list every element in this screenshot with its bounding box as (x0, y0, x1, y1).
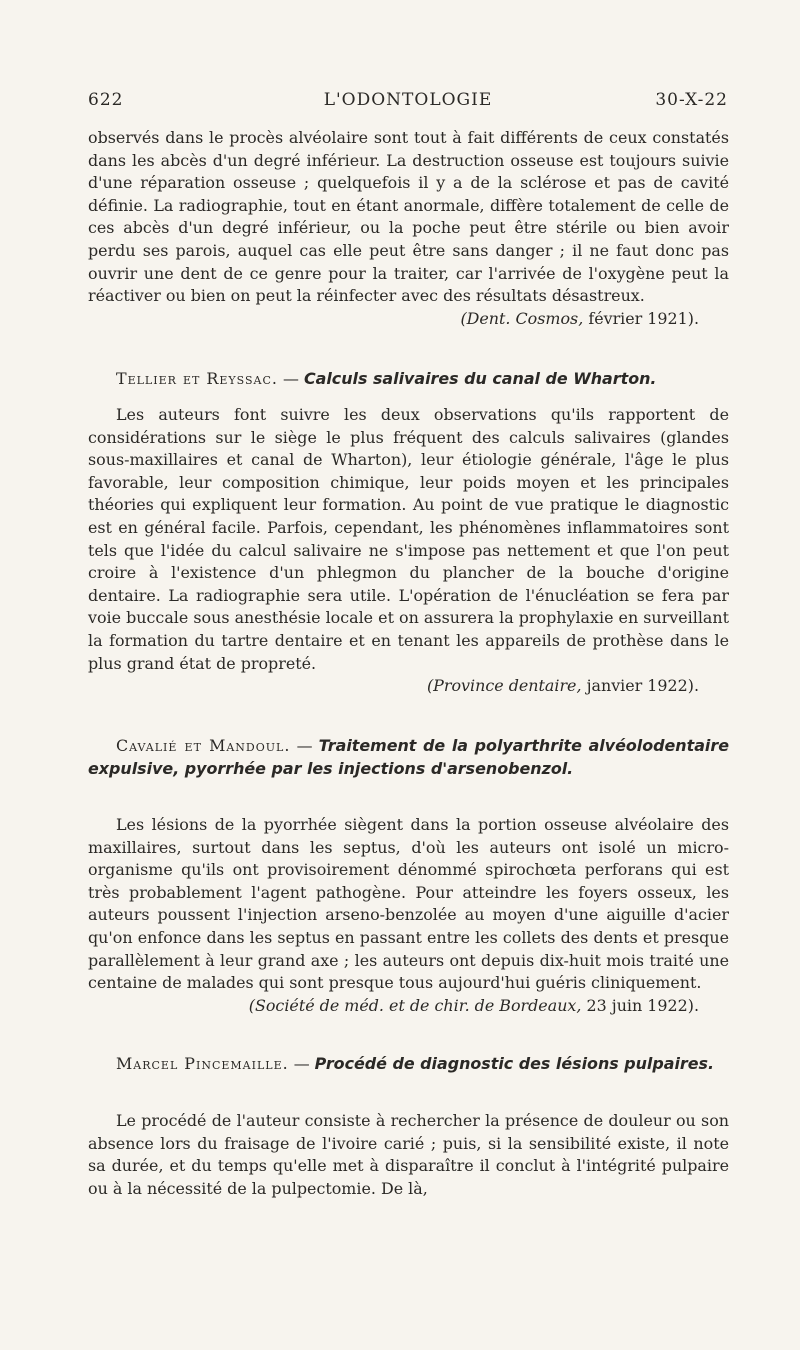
article-paragraph: Les lésions de la pyorrhée siègent dans la portion osseuse alvéolaire des maxillaires, surtout dans les septus, d'où les auteurs ont isolé un micro-organisme qu'ils ont provisoirement dénommé spirochœta perforans qui est très probablement l'agent pathogène. Pour atteindre les foyers osseux, les auteurs poussent l'injection arseno-benzolée au moyen d'une aiguille d'acier qu'on enfonce dans les septus en passant entre les collets des dents et presque parallèlement à leur grand axe ; les auteurs ont depuis dix-huit mois traité une centaine de malades qui sont presque tous aujourd'hui guéris cliniquement. (88, 815, 729, 993)
article-diagnostic-body (88, 1110, 729, 1200)
citation-date: janvier 1922). (586, 676, 699, 696)
page-number: 622 (88, 90, 124, 110)
heading-dash: — (293, 1054, 310, 1073)
citation-date: 23 juin 1922). (586, 995, 699, 1015)
article-heading (88, 735, 729, 780)
running-header (88, 90, 728, 112)
article-paragraph: Le procédé de l'auteur consiste à rechercher la présence de douleur ou son absence lors du fraisage de l'ivoire carié ; puis, si la sensibilité existe, il note sa durée, et du temps qu'elle met à disparaître il conclut à l'intégrité pulpaire ou à la nécessité de la pulpectomie. De là, (88, 1111, 729, 1198)
article-polyarthrite-body (88, 814, 729, 1017)
article-title: Procédé de diagnostic des lésions pulpaires. (314, 1054, 715, 1073)
article-heading (88, 1053, 729, 1076)
citation-title: (Société de méd. et de chir. de Bordeaux, (248, 995, 582, 1015)
source-citation (88, 995, 729, 1018)
source-citation (88, 308, 729, 331)
article-heading (88, 368, 729, 391)
article-calculs-salivaires (88, 368, 729, 391)
article-paragraph: Les auteurs font suivre les deux observations qu'ils rapportent de considérations sur le siège le plus fréquent des calculs salivaires (glandes sous-maxillaires et canal de Wharton), leur étiologie générale, l'âge le plus favorable, leur composition chimique, leur poids moyen et les principales théories qui expliquent leur formation. Au point de vue pratique le diagnostic est en général facile. Parfois, cependant, les phénomènes inflammatoires sont tels que l'idée du calcul salivaire ne s'impose pas nettement et que l'on peut croire à l'existence d'un phlegmon du plancher de la bouche d'origine dentaire. La radiographie sera utile. L'opération de l'énucléation se fera par voie buccale sous anesthésie locale et on assurera la prophylaxie en surveillant la formation du tartre dentaire et en tenant les appareils de prothèse dans le plus grand état de propreté. (88, 405, 729, 673)
article-authors: Marcel Pincemaille. (116, 1054, 289, 1073)
article-polyarthrite (88, 735, 729, 780)
article-authors: Tellier et Reyssac. (116, 369, 278, 388)
article-diagnostic-pulpaire (88, 1053, 729, 1076)
heading-dash: — (282, 369, 299, 388)
source-citation (88, 675, 729, 698)
citation-title: (Province dentaire, (426, 676, 582, 696)
heading-dash: — (296, 736, 313, 755)
citation-date: février 1921). (588, 308, 699, 328)
citation-title: (Dent. Cosmos, (460, 308, 584, 328)
journal-title: L'ODONTOLOGIE (323, 90, 493, 110)
article-title: Traitement de la polyarthrite alvéolodentaire expulsive, pyorrhée par les injections d'arsenobenzol. (88, 736, 729, 778)
article-continuation (88, 127, 729, 330)
article-calculs-body (88, 404, 729, 698)
article-authors: Cavalié et Mandoul. (116, 736, 291, 755)
continuation-paragraph: observés dans le procès alvéolaire sont tout à fait différents de ceux constatés dans les abcès d'un degré inférieur. La destruction osseuse est toujours suivie d'une réparation osseuse ; quelquefois il y a de la sclérose et pas de cavité définie. La radiographie, tout en étant anormale, diffère totalement de celle de ces abcès d'un degré inférieur, ou la poche peut être stérile ou bien avoir perdu ses parois, auquel cas elle peut être sans danger ; il ne faut donc pas ouvrir une dent de ce genre pour la traiter, car l'arrivée de l'oxygène peut la réactiver ou bien on peut la réinfecter avec des résultats désastreux. (88, 128, 729, 306)
issue-date: 30-X-22 (655, 90, 728, 110)
article-title: Calculs salivaires du canal de Wharton. (303, 369, 657, 388)
